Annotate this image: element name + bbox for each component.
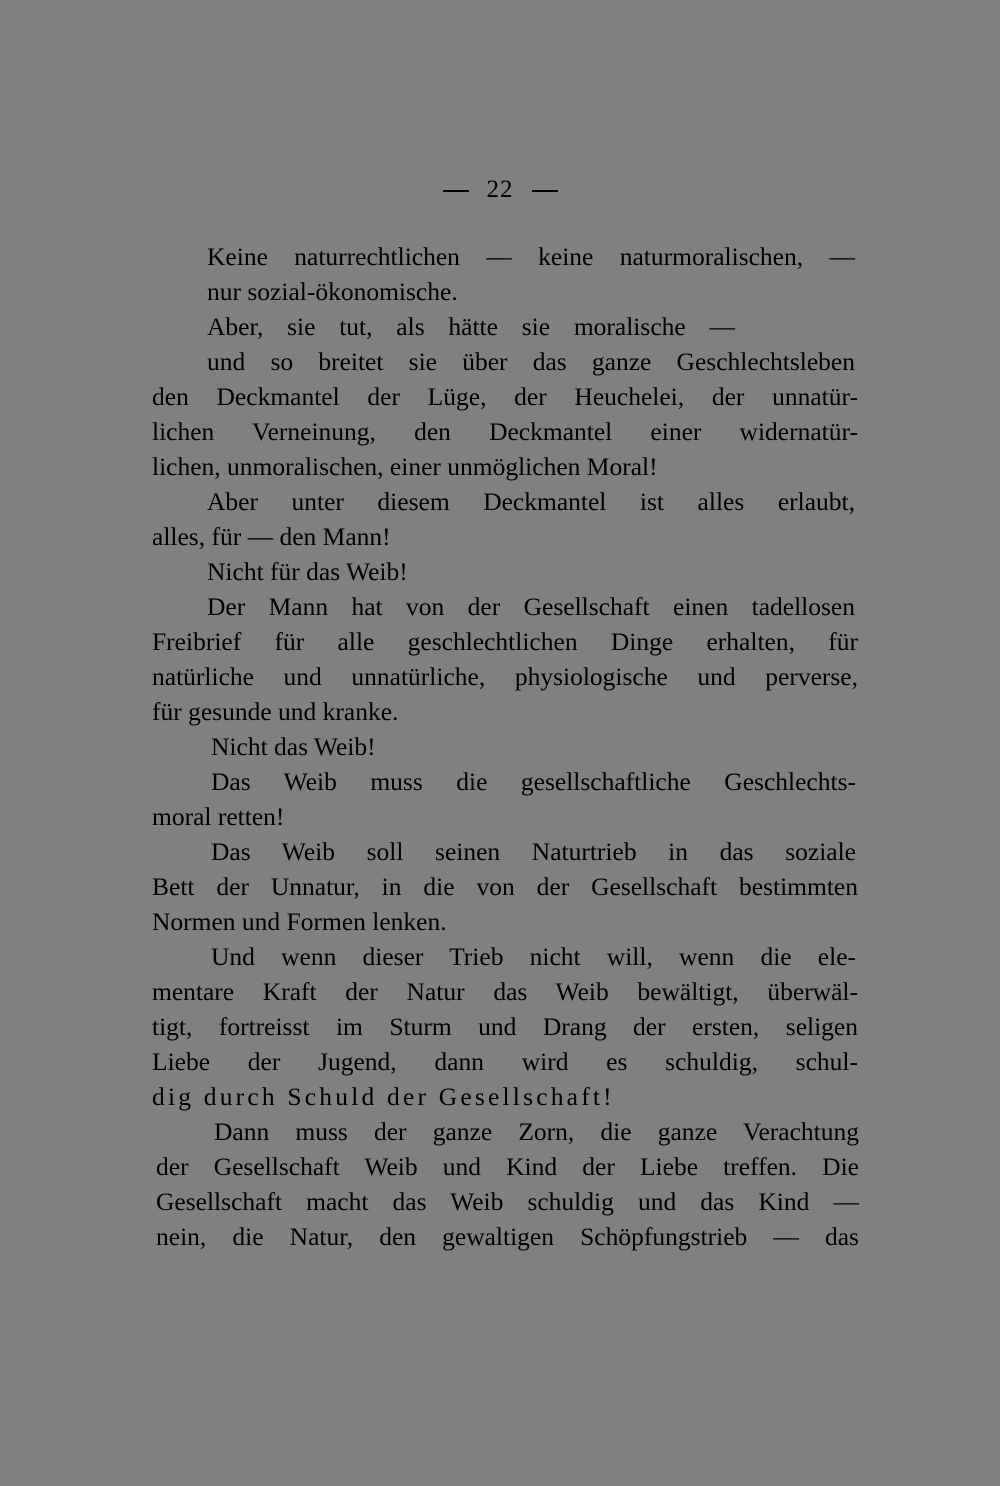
text-line: Nicht das Weib! xyxy=(211,732,376,761)
text-line: Dann muss der ganze Zorn, die ganze Verachtung xyxy=(214,1117,859,1146)
text-line: lichen, unmoralischen, einer unmöglichen Moral! xyxy=(152,452,658,481)
text-line: Freibrief für alle geschlechtlichen Dinge erhalten, für xyxy=(152,627,858,656)
text-line: Das Weib muss die gesellschaftliche Geschlechts- xyxy=(211,767,856,796)
page-number-dash-right xyxy=(532,190,558,192)
text-line: Das Weib soll seinen Naturtrieb in das soziale xyxy=(211,837,856,866)
text-line: mentare Kraft der Natur das Weib bewältigt, überwäl- xyxy=(152,977,858,1006)
text-line: nein, die Natur, den gewaltigen Schöpfungstrieb — das xyxy=(156,1222,859,1251)
text-line: der Gesellschaft Weib und Kind der Liebe treffen. Die xyxy=(156,1152,859,1181)
text-line: lichen Verneinung, den Deckmantel einer widernatür- xyxy=(152,417,858,446)
text-line: Und wenn dieser Trieb nicht will, wenn die ele- xyxy=(211,942,856,971)
text-line: tigt, fortreisst im Sturm und Drang der ersten, seligen xyxy=(152,1012,858,1041)
text-line: Keine naturrechtlichen — keine naturmoralischen, — xyxy=(207,242,855,271)
text-line: dig durch Schuld der Gesellschaft! xyxy=(152,1082,615,1111)
page-number-text: 22 xyxy=(486,176,514,203)
text-line: Nicht für das Weib! xyxy=(207,557,408,586)
text-line: nur sozial-ökonomische. xyxy=(207,277,458,306)
page-number xyxy=(0,172,1000,208)
text-line: Normen und Formen lenken. xyxy=(152,907,447,936)
text-line: Der Mann hat von der Gesellschaft einen tadellosen xyxy=(207,592,855,621)
text-line: den Deckmantel der Lüge, der Heuchelei, der unnatür- xyxy=(152,382,858,411)
text-line: Aber unter diesem Deckmantel ist alles erlaubt, xyxy=(207,487,855,516)
text-line: Liebe der Jugend, dann wird es schuldig, schul- xyxy=(152,1047,858,1076)
text-line: Bett der Unnatur, in die von der Gesellschaft bestimmten xyxy=(152,872,858,901)
text-line: und so breitet sie über das ganze Geschlechtsleben xyxy=(207,347,855,376)
text-line: natürliche und unnatürliche, physiologische und perverse, xyxy=(152,662,858,691)
text-line: moral retten! xyxy=(152,802,285,831)
text-line: Aber, sie tut, als hätte sie moralische — xyxy=(207,312,735,341)
text-line: Gesellschaft macht das Weib schuldig und das Kind — xyxy=(156,1187,859,1216)
page-number-dash-left xyxy=(443,190,469,192)
text-line: alles, für — den Mann! xyxy=(152,522,391,551)
text-line: für gesunde und kranke. xyxy=(152,697,399,726)
